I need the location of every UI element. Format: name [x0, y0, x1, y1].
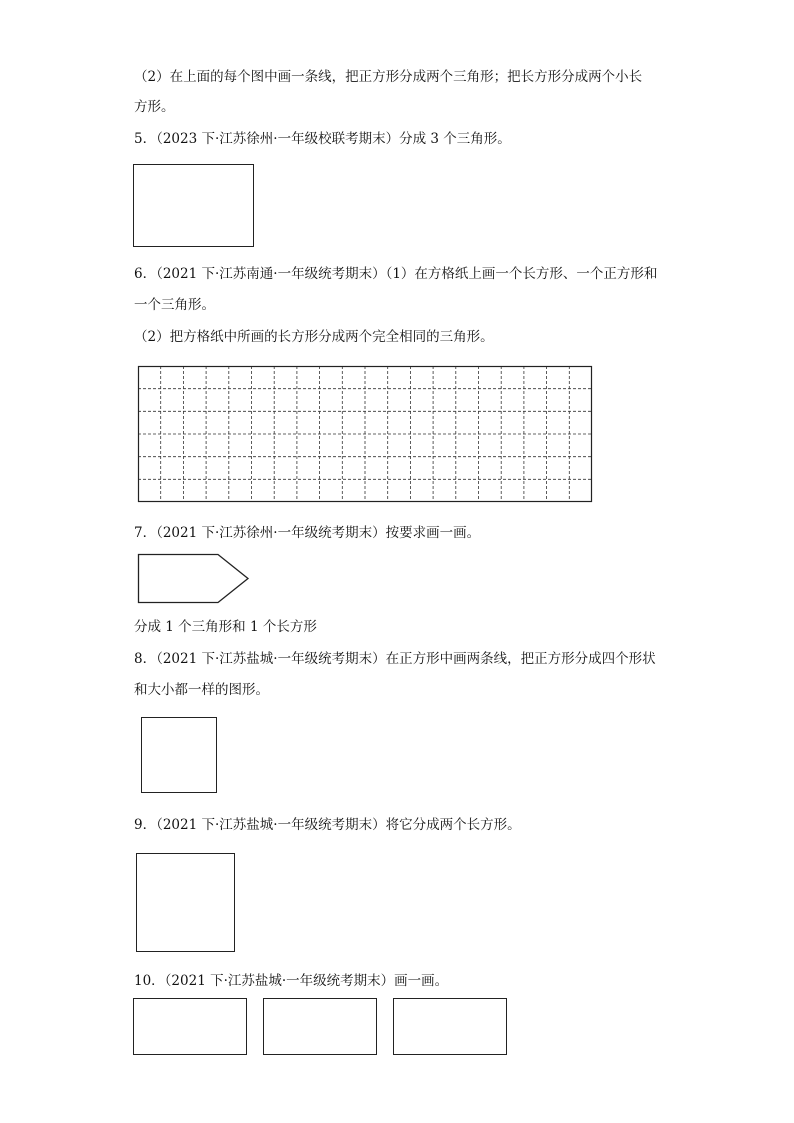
q10-rectangle-1: [133, 998, 247, 1055]
q6-grid-paper: [138, 366, 592, 502]
q7-caption: 分成 1 个三角形和 1 个长方形: [134, 619, 317, 635]
q10-rectangle-2: [263, 998, 377, 1055]
q6-line1: 6．（2021 下·江苏南通·一年级统考期末）（1）在方格纸上画一个长方形、一个正方形和: [134, 266, 658, 282]
q5-text: 5．（2023 下·江苏徐州·一年级校联考期末）分成 3 个三角形。: [134, 131, 511, 147]
q4-part2-line2: 方形。: [134, 99, 175, 115]
q6-line2: 一个三角形。: [134, 297, 215, 313]
q9-text: 9．（2021 下·江苏盐城·一年级统考期末）将它分成两个长方形。: [134, 817, 521, 833]
q7-text: 7．（2021 下·江苏徐州·一年级统考期末）按要求画一画。: [134, 525, 481, 541]
q8-square: [141, 717, 217, 793]
q8-line2: 和大小都一样的图形。: [134, 682, 269, 698]
q4-part2-line1: （2）在上面的每个图中画一条线，把正方形分成两个三角形；把长方形分成两个小长: [134, 69, 643, 85]
q5-rectangle: [133, 164, 254, 247]
q7-pentagon-shape: [138, 554, 250, 604]
q10-rectangle-3: [393, 998, 507, 1055]
q6-part2: （2）把方格纸中所画的长方形分成两个完全相同的三角形。: [134, 329, 494, 345]
q9-rectangle: [136, 853, 235, 952]
q8-line1: 8．（2021 下·江苏盐城·一年级统考期末）在正方形中画两条线，把正方形分成四个形状: [134, 651, 656, 667]
q10-text: 10．（2021 下·江苏盐城·一年级统考期末）画一画。: [134, 973, 449, 989]
